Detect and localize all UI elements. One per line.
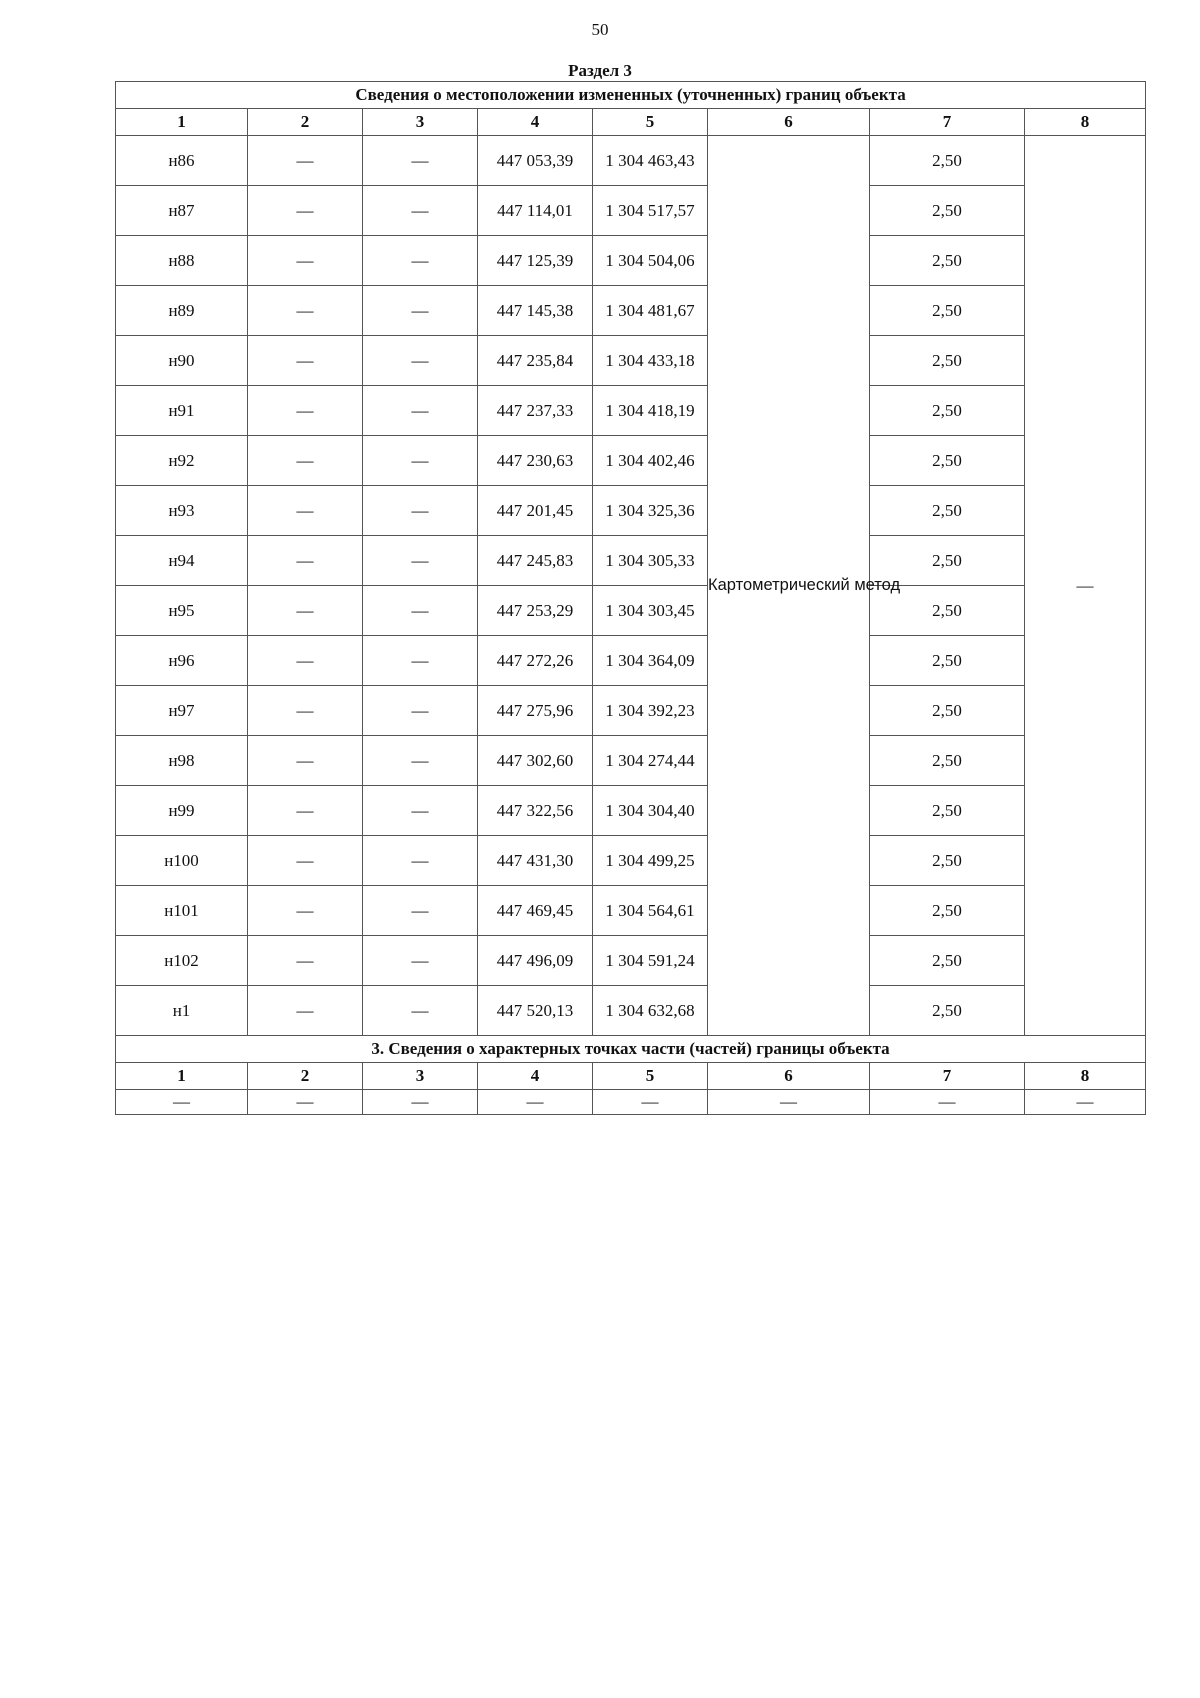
- column-3-value: —: [363, 786, 478, 836]
- column-2-value: —: [248, 636, 363, 686]
- point-label: н89: [116, 286, 248, 336]
- accuracy-value: 2,50: [870, 786, 1025, 836]
- x-coordinate: 447 145,38: [478, 286, 593, 336]
- y-coordinate: 1 304 632,68: [593, 986, 708, 1036]
- column-2-value: —: [248, 736, 363, 786]
- x-coordinate: 447 520,13: [478, 986, 593, 1036]
- point-label: н102: [116, 936, 248, 986]
- column-number: 4: [478, 109, 593, 136]
- column-2-value: —: [248, 286, 363, 336]
- point-label: н91: [116, 386, 248, 436]
- y-coordinate: 1 304 564,61: [593, 886, 708, 936]
- x-coordinate: 447 496,09: [478, 936, 593, 986]
- y-coordinate: 1 304 433,18: [593, 336, 708, 386]
- y-coordinate: 1 304 463,43: [593, 136, 708, 186]
- point-label: н88: [116, 236, 248, 286]
- x-coordinate: 447 230,63: [478, 436, 593, 486]
- method-cell: Картометрический метод: [708, 136, 870, 1036]
- table-row: [116, 436, 1146, 486]
- y-coordinate: 1 304 504,06: [593, 236, 708, 286]
- page-number: 50: [591, 20, 609, 39]
- point-label: н94: [116, 536, 248, 586]
- column-2-value: —: [248, 536, 363, 586]
- accuracy-value: 2,50: [870, 386, 1025, 436]
- accuracy-value: 2,50: [870, 636, 1025, 686]
- x-coordinate: 447 114,01: [478, 186, 593, 236]
- point-label: н95: [116, 586, 248, 636]
- point-label: н1: [116, 986, 248, 1036]
- x-coordinate: 447 245,83: [478, 536, 593, 586]
- accuracy-value: 2,50: [870, 986, 1025, 1036]
- y-coordinate: 1 304 305,33: [593, 536, 708, 586]
- column-3-value: —: [363, 286, 478, 336]
- column-3-value: —: [363, 236, 478, 286]
- column-3-value: —: [363, 686, 478, 736]
- column-number: 8: [1025, 1063, 1146, 1090]
- x-coordinate: 447 235,84: [478, 336, 593, 386]
- part2-column-number-row: [116, 1063, 1146, 1090]
- accuracy-value: 2,50: [870, 286, 1025, 336]
- column-3-value: —: [363, 836, 478, 886]
- column-number: 5: [593, 1063, 708, 1090]
- table-row: [116, 736, 1146, 786]
- column-3-value: —: [363, 436, 478, 486]
- column-2-value: —: [248, 486, 363, 536]
- table-row: [116, 336, 1146, 386]
- column-8-cell: —: [1025, 136, 1146, 1036]
- accuracy-value: 2,50: [870, 836, 1025, 886]
- table-row: [116, 836, 1146, 886]
- y-coordinate: 1 304 402,46: [593, 436, 708, 486]
- accuracy-value: 2,50: [870, 586, 1025, 636]
- x-coordinate: 447 125,39: [478, 236, 593, 286]
- accuracy-value: 2,50: [870, 536, 1025, 586]
- table-row: [116, 786, 1146, 836]
- accuracy-value: 2,50: [870, 136, 1025, 186]
- part2-cell: —: [116, 1090, 248, 1115]
- column-number: 6: [708, 109, 870, 136]
- x-coordinate: 447 253,29: [478, 586, 593, 636]
- table-row: [116, 236, 1146, 286]
- accuracy-value: 2,50: [870, 486, 1025, 536]
- column-number: 8: [1025, 109, 1146, 136]
- accuracy-value: 2,50: [870, 436, 1025, 486]
- x-coordinate: 447 322,56: [478, 786, 593, 836]
- column-number: 7: [870, 1063, 1025, 1090]
- column-2-value: —: [248, 586, 363, 636]
- column-3-value: —: [363, 186, 478, 236]
- y-coordinate: 1 304 481,67: [593, 286, 708, 336]
- point-label: н98: [116, 736, 248, 786]
- column-3-value: —: [363, 936, 478, 986]
- table-row: [116, 886, 1146, 936]
- y-coordinate: 1 304 325,36: [593, 486, 708, 536]
- part2-cell: —: [708, 1090, 870, 1115]
- part2-table-row: [116, 1090, 1146, 1115]
- x-coordinate: 447 431,30: [478, 836, 593, 886]
- column-2-value: —: [248, 786, 363, 836]
- column-2-value: —: [248, 436, 363, 486]
- accuracy-value: 2,50: [870, 186, 1025, 236]
- accuracy-value: 2,50: [870, 336, 1025, 386]
- column-3-value: —: [363, 886, 478, 936]
- accuracy-value: 2,50: [870, 686, 1025, 736]
- column-number: 1: [116, 1063, 248, 1090]
- column-2-value: —: [248, 986, 363, 1036]
- x-coordinate: 447 469,45: [478, 886, 593, 936]
- y-coordinate: 1 304 499,25: [593, 836, 708, 886]
- part2-caption: 3. Сведения о характерных точках части (частей) границы объекта: [116, 1036, 1146, 1063]
- column-3-value: —: [363, 486, 478, 536]
- x-coordinate: 447 053,39: [478, 136, 593, 186]
- x-coordinate: 447 201,45: [478, 486, 593, 536]
- y-coordinate: 1 304 591,24: [593, 936, 708, 986]
- point-label: н99: [116, 786, 248, 836]
- table-row: [116, 536, 1146, 586]
- x-coordinate: 447 272,26: [478, 636, 593, 686]
- column-2-value: —: [248, 386, 363, 436]
- point-label: н96: [116, 636, 248, 686]
- accuracy-value: 2,50: [870, 236, 1025, 286]
- x-coordinate: 447 237,33: [478, 386, 593, 436]
- column-number: 7: [870, 109, 1025, 136]
- accuracy-value: 2,50: [870, 886, 1025, 936]
- y-coordinate: 1 304 304,40: [593, 786, 708, 836]
- section-title: Раздел 3: [568, 61, 632, 80]
- column-number: 1: [116, 109, 248, 136]
- column-number: 5: [593, 109, 708, 136]
- column-2-value: —: [248, 136, 363, 186]
- part2-cell: —: [1025, 1090, 1146, 1115]
- part2-cell: —: [478, 1090, 593, 1115]
- column-2-value: —: [248, 936, 363, 986]
- table-row: [116, 686, 1146, 736]
- table-caption: Сведения о местоположении измененных (уточненных) границ объекта: [116, 82, 1146, 109]
- column-2-value: —: [248, 236, 363, 286]
- column-3-value: —: [363, 386, 478, 436]
- column-3-value: —: [363, 736, 478, 786]
- column-number: 2: [248, 1063, 363, 1090]
- table-row: [116, 986, 1146, 1036]
- part2-cell: —: [248, 1090, 363, 1115]
- column-3-value: —: [363, 986, 478, 1036]
- column-number: 3: [363, 1063, 478, 1090]
- column-number: 4: [478, 1063, 593, 1090]
- part2-cell: —: [363, 1090, 478, 1115]
- column-2-value: —: [248, 836, 363, 886]
- table-row: [116, 186, 1146, 236]
- y-coordinate: 1 304 364,09: [593, 636, 708, 686]
- table-row: [116, 586, 1146, 636]
- column-3-value: —: [363, 536, 478, 586]
- point-label: н92: [116, 436, 248, 486]
- point-label: н86: [116, 136, 248, 186]
- accuracy-value: 2,50: [870, 736, 1025, 786]
- column-2-value: —: [248, 886, 363, 936]
- table-row: [116, 486, 1146, 536]
- column-2-value: —: [248, 336, 363, 386]
- y-coordinate: 1 304 274,44: [593, 736, 708, 786]
- column-3-value: —: [363, 636, 478, 686]
- table-body: [116, 82, 1146, 1115]
- point-label: н93: [116, 486, 248, 536]
- table-row: [116, 386, 1146, 436]
- point-label: н97: [116, 686, 248, 736]
- point-label: н90: [116, 336, 248, 386]
- column-3-value: —: [363, 586, 478, 636]
- table-caption-row: [116, 82, 1146, 109]
- boundary-points-table: [115, 81, 1146, 1115]
- column-2-value: —: [248, 186, 363, 236]
- x-coordinate: 447 275,96: [478, 686, 593, 736]
- column-number: 3: [363, 109, 478, 136]
- y-coordinate: 1 304 517,57: [593, 186, 708, 236]
- part2-cell: —: [593, 1090, 708, 1115]
- y-coordinate: 1 304 418,19: [593, 386, 708, 436]
- x-coordinate: 447 302,60: [478, 736, 593, 786]
- part2-cell: —: [870, 1090, 1025, 1115]
- table-row: [116, 936, 1146, 986]
- point-label: н87: [116, 186, 248, 236]
- y-coordinate: 1 304 303,45: [593, 586, 708, 636]
- accuracy-value: 2,50: [870, 936, 1025, 986]
- point-label: н101: [116, 886, 248, 936]
- column-number-row: [116, 109, 1146, 136]
- column-3-value: —: [363, 136, 478, 186]
- table-row: [116, 136, 1146, 186]
- column-number: 6: [708, 1063, 870, 1090]
- point-label: н100: [116, 836, 248, 886]
- table-row: [116, 636, 1146, 686]
- y-coordinate: 1 304 392,23: [593, 686, 708, 736]
- column-number: 2: [248, 109, 363, 136]
- column-2-value: —: [248, 686, 363, 736]
- column-3-value: —: [363, 336, 478, 386]
- part2-caption-row: [116, 1036, 1146, 1063]
- table-row: [116, 286, 1146, 336]
